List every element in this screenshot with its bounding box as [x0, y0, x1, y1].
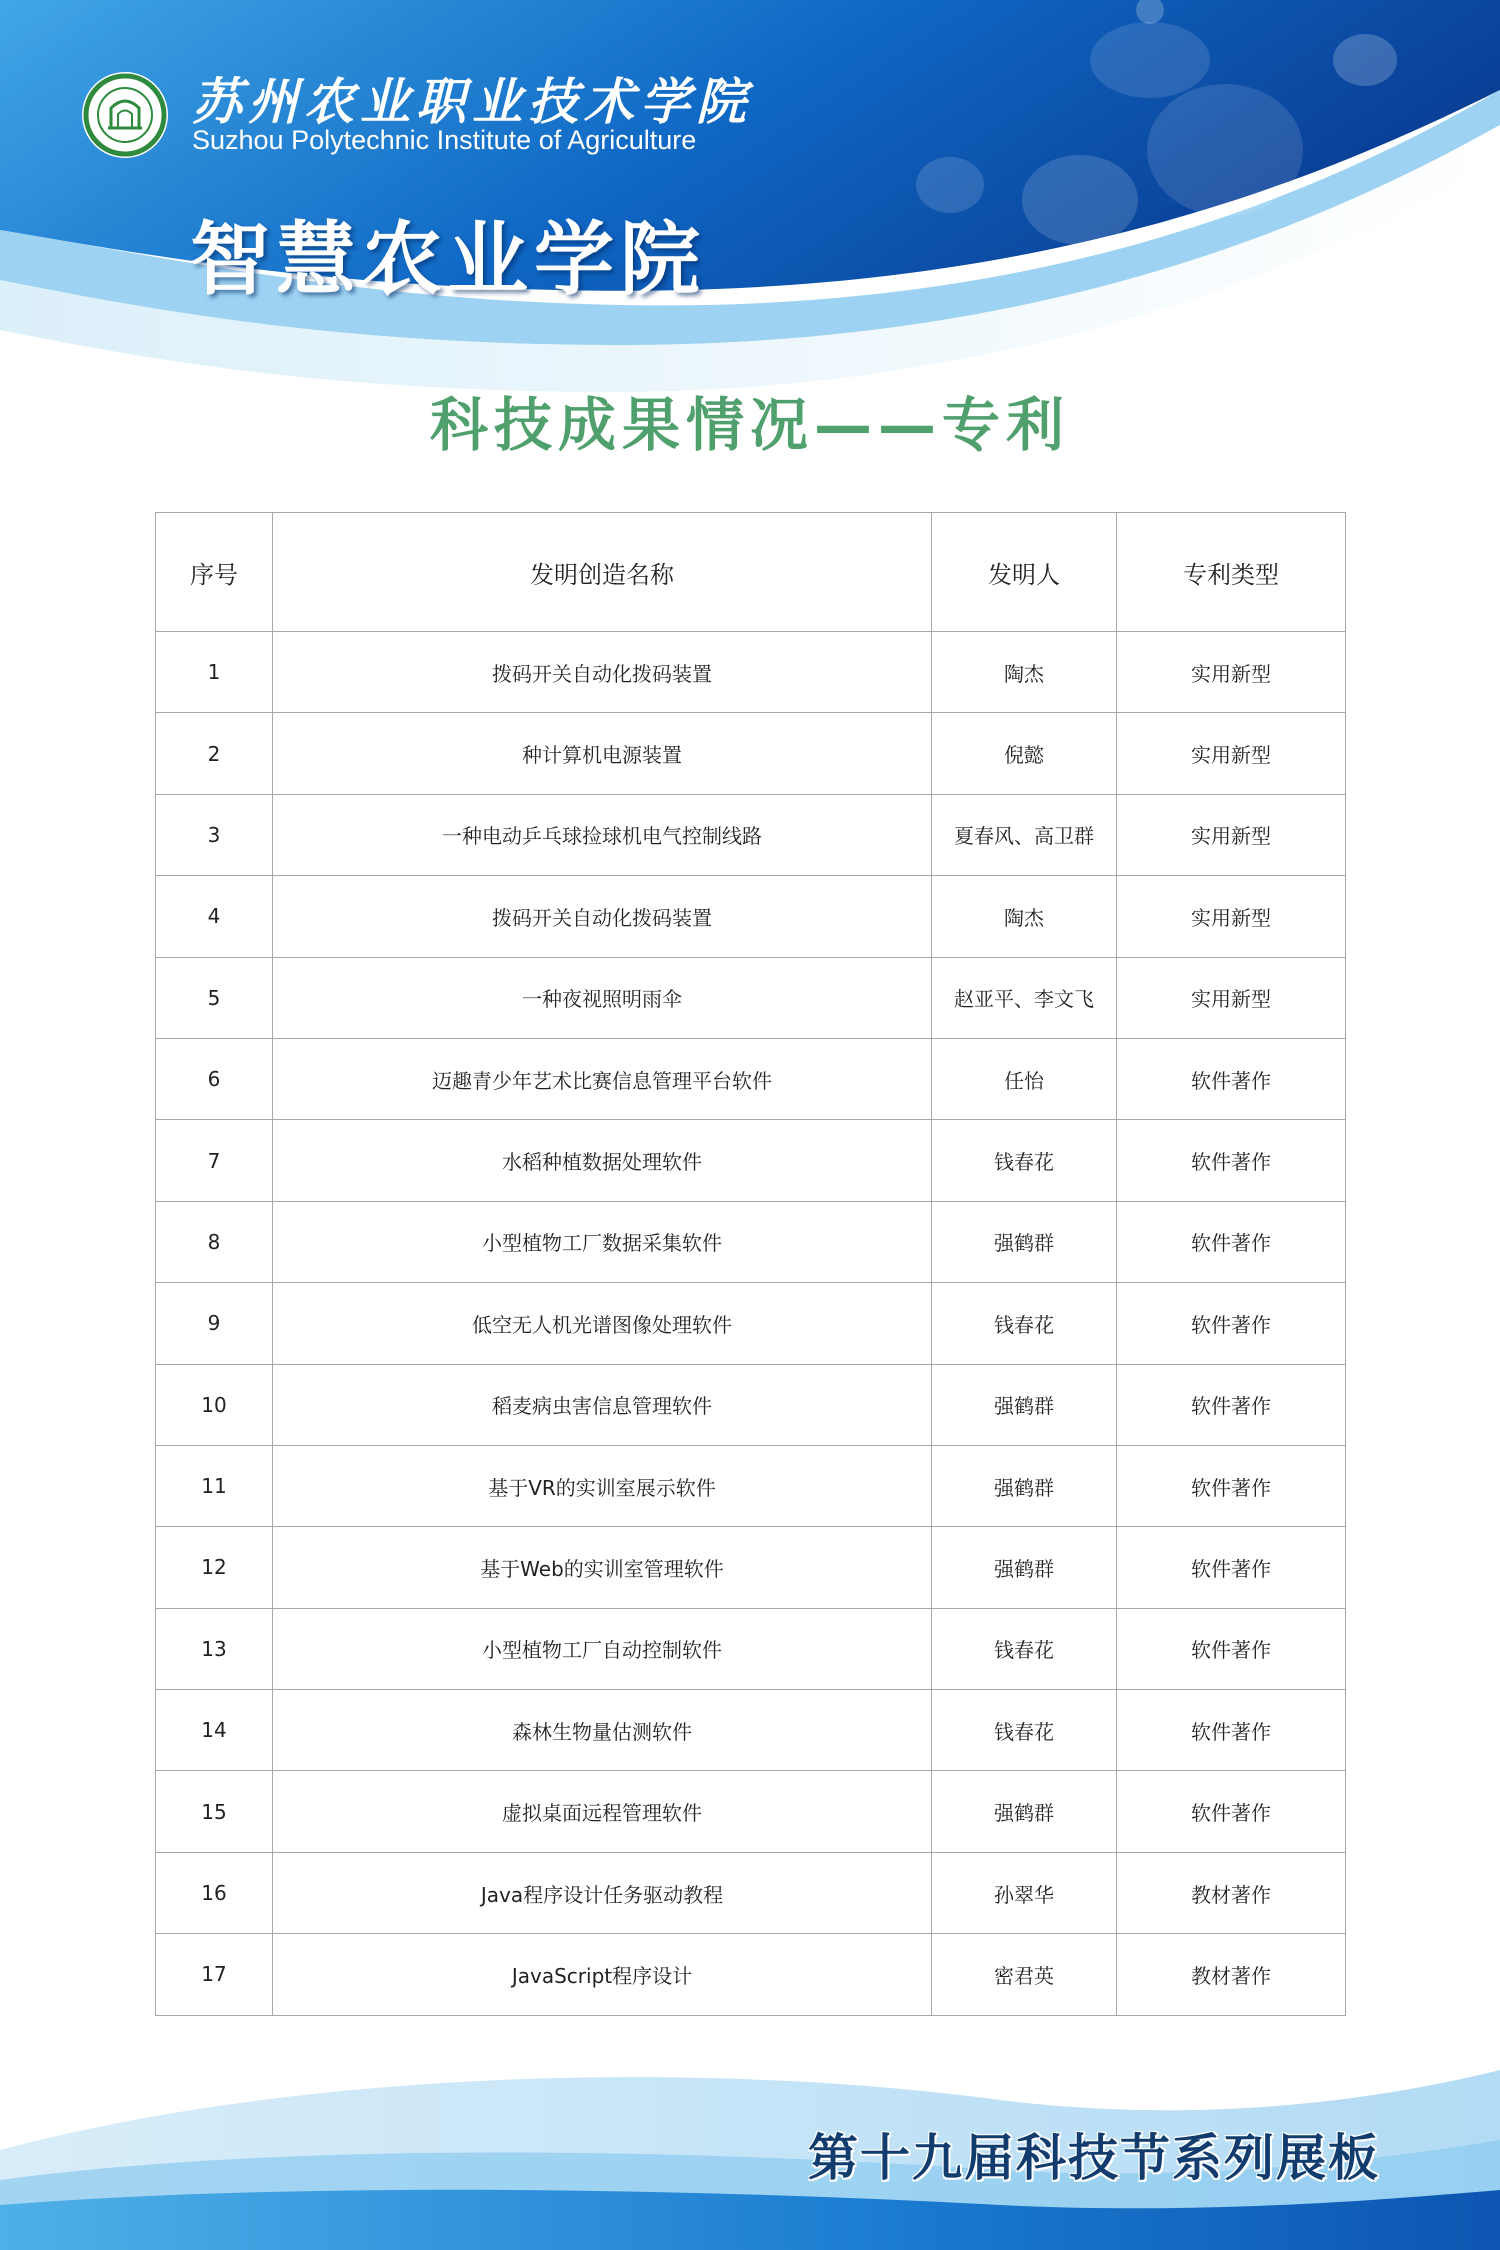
invention-name: 虚拟桌面远程管理软件 [273, 1771, 932, 1852]
invention-name: 迈趣青少年艺术比赛信息管理平台软件 [273, 1038, 932, 1119]
school-logo-icon [80, 70, 170, 160]
invention-name: 一种电动乒乓球捡球机电气控制线路 [273, 794, 932, 875]
invention-name: 低空无人机光谱图像处理软件 [273, 1283, 932, 1364]
row-index: 6 [156, 1038, 273, 1119]
invention-name: 种计算机电源装置 [273, 713, 932, 794]
table-row [156, 957, 1346, 1038]
table-row [156, 1120, 1346, 1201]
row-index: 11 [156, 1445, 273, 1526]
patent-type: 软件著作 [1117, 1364, 1346, 1445]
table-row [156, 1934, 1346, 2015]
footer-title: 第十九届科技节系列展板 [808, 2129, 1380, 2187]
inventor: 钱春花 [932, 1120, 1117, 1201]
invention-name: 水稻种植数据处理软件 [273, 1120, 932, 1201]
inventor: 夏春风、高卫群 [932, 794, 1117, 875]
table-row [156, 632, 1346, 713]
table-row [156, 1771, 1346, 1852]
row-index: 15 [156, 1771, 273, 1852]
patent-type: 软件著作 [1117, 1201, 1346, 1282]
college-name: 智慧农业学院 [190, 213, 706, 306]
header-invention-name: 发明创造名称 [273, 513, 932, 632]
header-patent-type: 专利类型 [1117, 513, 1346, 632]
school-name-cn: 苏州农业职业技术学院 [192, 72, 752, 131]
inventor: 密君英 [932, 1934, 1117, 2015]
row-index: 5 [156, 957, 273, 1038]
inventor: 陶杰 [932, 632, 1117, 713]
table-row [156, 1608, 1346, 1689]
invention-name: JavaScript程序设计 [273, 1934, 932, 2015]
inventor: 强鹤群 [932, 1527, 1117, 1608]
row-index: 17 [156, 1934, 273, 2015]
table-row [156, 876, 1346, 957]
row-index: 9 [156, 1283, 273, 1364]
invention-name: 稻麦病虫害信息管理软件 [273, 1364, 932, 1445]
inventor: 任怡 [932, 1038, 1117, 1119]
table-body [156, 632, 1346, 2016]
table-row [156, 713, 1346, 794]
invention-name: 拨码开关自动化拨码装置 [273, 632, 932, 713]
patent-type: 软件著作 [1117, 1120, 1346, 1201]
patent-type: 软件著作 [1117, 1283, 1346, 1364]
patent-type: 实用新型 [1117, 794, 1346, 875]
inventor: 赵亚平、李文飞 [932, 957, 1117, 1038]
invention-name: 拨码开关自动化拨码装置 [273, 876, 932, 957]
row-index: 13 [156, 1608, 273, 1689]
table-row [156, 1283, 1346, 1364]
patent-type: 教材著作 [1117, 1852, 1346, 1933]
table-row [156, 794, 1346, 875]
inventor: 强鹤群 [932, 1364, 1117, 1445]
row-index: 7 [156, 1120, 273, 1201]
patent-type: 实用新型 [1117, 957, 1346, 1038]
inventor: 钱春花 [932, 1283, 1117, 1364]
inventor: 强鹤群 [932, 1201, 1117, 1282]
inventor: 强鹤群 [932, 1771, 1117, 1852]
patent-table [155, 512, 1346, 2016]
patent-type: 实用新型 [1117, 876, 1346, 957]
school-name-en: Suzhou Polytechnic Institute of Agriculture [192, 125, 697, 155]
patent-type: 教材著作 [1117, 1934, 1346, 2015]
patent-type: 软件著作 [1117, 1690, 1346, 1771]
row-index: 3 [156, 794, 273, 875]
invention-name: 森林生物量估测软件 [273, 1690, 932, 1771]
table-header-row [156, 513, 1346, 632]
header-index: 序号 [156, 513, 273, 632]
table-row [156, 1690, 1346, 1771]
patent-type: 实用新型 [1117, 713, 1346, 794]
row-index: 4 [156, 876, 273, 957]
table-row [156, 1201, 1346, 1282]
patent-type: 软件著作 [1117, 1771, 1346, 1852]
row-index: 14 [156, 1690, 273, 1771]
invention-name: 基于VR的实训室展示软件 [273, 1445, 932, 1526]
patent-type: 实用新型 [1117, 632, 1346, 713]
row-index: 2 [156, 713, 273, 794]
inventor: 钱春花 [932, 1690, 1117, 1771]
row-index: 1 [156, 632, 273, 713]
section-title: 科技成果情况——专利 [429, 391, 1070, 459]
table-row [156, 1364, 1346, 1445]
table-row [156, 1852, 1346, 1933]
patent-type: 软件著作 [1117, 1608, 1346, 1689]
row-index: 16 [156, 1852, 273, 1933]
row-index: 10 [156, 1364, 273, 1445]
inventor: 倪懿 [932, 713, 1117, 794]
invention-name: 小型植物工厂数据采集软件 [273, 1201, 932, 1282]
table-row [156, 1445, 1346, 1526]
inventor: 孙翠华 [932, 1852, 1117, 1933]
invention-name: 基于Web的实训室管理软件 [273, 1527, 932, 1608]
invention-name: 一种夜视照明雨伞 [273, 957, 932, 1038]
row-index: 8 [156, 1201, 273, 1282]
patent-type: 软件著作 [1117, 1445, 1346, 1526]
invention-name: 小型植物工厂自动控制软件 [273, 1608, 932, 1689]
table-row [156, 1527, 1346, 1608]
patent-type: 软件著作 [1117, 1527, 1346, 1608]
inventor: 钱春花 [932, 1608, 1117, 1689]
row-index: 12 [156, 1527, 273, 1608]
patent-type: 软件著作 [1117, 1038, 1346, 1119]
table-row [156, 1038, 1346, 1119]
invention-name: Java程序设计任务驱动教程 [273, 1852, 932, 1933]
inventor: 陶杰 [932, 876, 1117, 957]
header-inventor: 发明人 [932, 513, 1117, 632]
inventor: 强鹤群 [932, 1445, 1117, 1526]
